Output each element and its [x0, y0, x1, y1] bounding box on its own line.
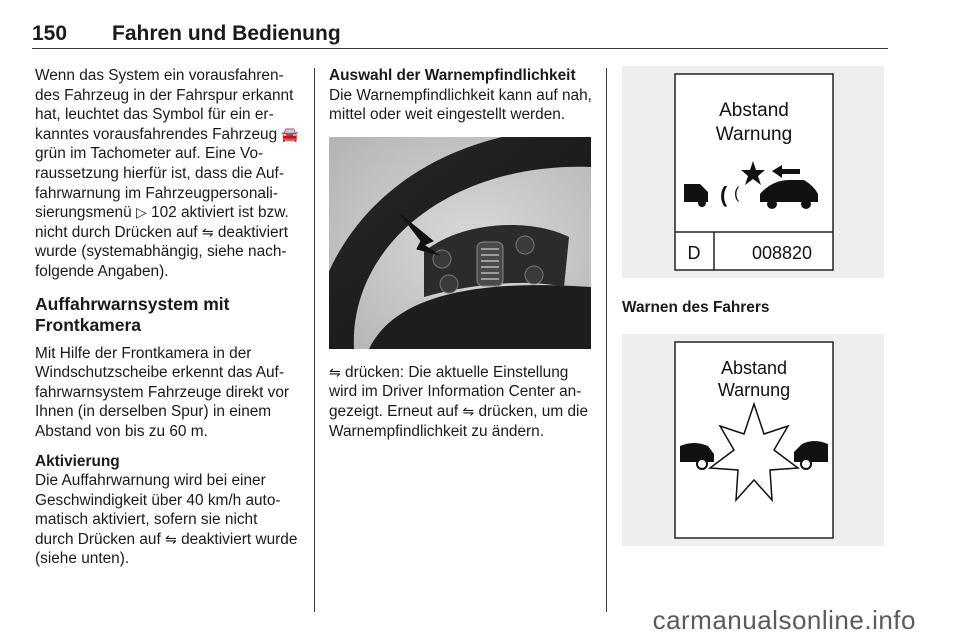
- display-panel-collision-alert: [622, 334, 884, 546]
- paragraph-activation: [35, 471, 299, 569]
- wave-icon: (: [734, 185, 740, 202]
- text: Die Auffahrwarnung wird bei einer Geschwindigkeit über 40 km/h automatisch aktiviert, sofern sie nicht durch Drücken auf: [35, 472, 281, 548]
- paragraph-intro: [35, 66, 299, 282]
- reference-arrow-icon: ▷: [135, 204, 147, 221]
- panel-title-line2: Warnung: [715, 124, 793, 145]
- page-number: 150: [32, 22, 68, 45]
- column-2: [329, 66, 593, 441]
- paragraph-front-camera: Mit Hilfe der Frontkamera in der Windschutzscheibe erkennt das Auffahrwarnsystem Fahrzeuge direkt vor Ihnen (in derselben Spur) in einem Abstand von bis zu 60 m.: [35, 344, 290, 440]
- page-header: [32, 22, 888, 50]
- heading-activation: Aktivierung: [35, 452, 120, 470]
- column-divider: [314, 68, 315, 612]
- panel-title-line1: Abstand: [720, 357, 788, 378]
- page-reference: 102: [151, 204, 177, 222]
- text: aktiviert ist bzw. nicht durch Drücken auf: [35, 204, 289, 241]
- text: deaktiviert wurde (systemabhängig, siehe nachfolgende Angaben).: [35, 223, 288, 280]
- caption-driver-warning: Warnen des Fahrers: [622, 299, 770, 316]
- watermark: carmanualsonline.info: [652, 605, 916, 635]
- text: Wenn das System ein vorausfahrendes Fahrzeug in der Fahrspur erkannt hat, leuchtet das Symbol für ein erkanntes vorausfahrendes Fahrzeug: [35, 67, 294, 143]
- column-1: [35, 66, 299, 569]
- panel-title-line2: Warnung: [717, 379, 791, 400]
- text: drücken, um die Warnempfindlichkeit zu ändern.: [329, 402, 589, 440]
- gear-indicator: D: [687, 243, 701, 263]
- distance-button-icon: ⇋: [462, 402, 475, 419]
- panel-title-line1: Abstand: [719, 100, 789, 121]
- text: grün im Tachometer auf. Eine Voraussetzung hierfür ist, dass die Auffahrwarnung im Fahrzeugpersonalisierungsmenü: [35, 145, 284, 222]
- odometer-reading: 008820: [752, 243, 813, 263]
- column-divider: [606, 68, 607, 612]
- section-title: Fahren und Bedienung: [112, 22, 341, 45]
- paragraph-sensitivity: Die Warnempfindlichkeit kann auf nah, mittel oder weit eingestellt werden.: [329, 86, 592, 124]
- heading-sensitivity: Auswahl der Warnempfindlichkeit: [329, 67, 576, 84]
- steering-wheel-photo: [329, 137, 591, 349]
- distance-button-icon: ⇋: [165, 530, 177, 547]
- car-icon: 🚘: [281, 125, 299, 142]
- distance-button-icon: ⇋: [201, 223, 214, 240]
- column-3: [622, 66, 884, 546]
- display-panel-distance-warning: [622, 66, 884, 278]
- paragraph-press-button: [329, 363, 593, 441]
- distance-button-icon: ⇋: [329, 363, 341, 380]
- text: deaktiviert wurde (siehe unten).: [35, 530, 298, 568]
- text: drücken: Die aktuelle Einstellung wird im Driver Information Center angezeigt. Erneut auf: [329, 363, 582, 420]
- header-rule: [32, 48, 888, 49]
- wave-icon: (: [720, 182, 728, 207]
- heading-front-camera: Auffahrwarnsystem mit Frontkamera: [35, 293, 230, 335]
